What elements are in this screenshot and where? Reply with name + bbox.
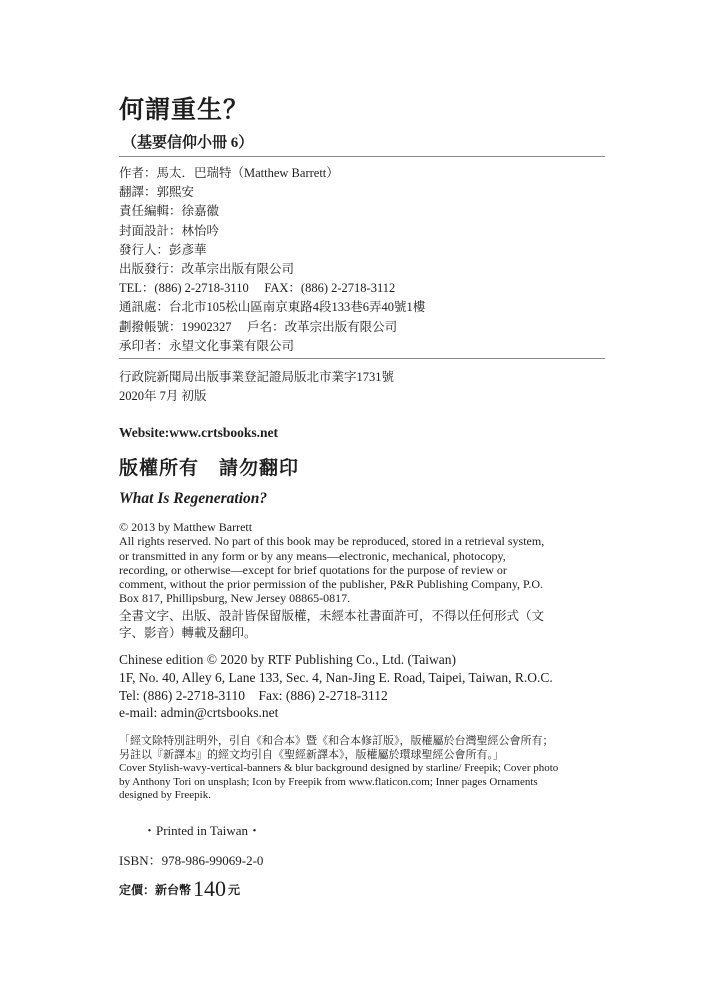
chinese-edition-block <box>119 651 553 722</box>
printed-in-taiwan: ・Printed in Taiwan・ <box>143 823 262 838</box>
credits-list <box>119 164 425 356</box>
price <box>119 876 240 902</box>
credit-cover-design: 封面設計：林怡吟 <box>119 223 220 238</box>
isbn: ISBN：978-986-99069-2-0 <box>119 853 264 868</box>
credit-address: 通訊處：台北市105松山區南京東路4段133巷6弄40號1樓 <box>119 300 426 315</box>
scripture-note-line: 另註以『新譯本』的經文均引自《聖經新譯本》，版權屬於環球聖經公會所有。」 <box>119 748 504 761</box>
credit-printer: 承印者：永望文化事業有限公司 <box>119 338 295 353</box>
copyright-line: All rights reserved. No part of this book may be reproduced, stored in a retrieval system, <box>119 534 545 549</box>
credit-postal-account: 劃撥帳號：19902327 戶名：改革宗出版有限公司 <box>119 319 398 334</box>
image-credit-line: by Anthony Tori on unsplash; Icon by Freepik from www.flaticon.com; Inner pages Ornaments <box>119 775 538 788</box>
series-subtitle: （基要信仰小冊 6） <box>122 135 254 151</box>
edition-line: Chinese edition © 2020 by RTF Publishing Co., Ltd. (Taiwan) <box>119 652 456 667</box>
book-title: 何謂重生？ <box>119 97 250 124</box>
credit-phone-fax: TEL：(886) 2-2718-3110 FAX：(886) 2-2718-3112 <box>119 281 396 296</box>
image-credit-line: designed by Freepik. <box>119 789 211 802</box>
rights-reserved-heading: 版權所有 請勿翻印 <box>119 458 300 479</box>
price-label: 定價：新台幣 <box>119 883 192 897</box>
credit-editor: 責任編輯：徐嘉徽 <box>119 204 220 219</box>
price-amount: 140 <box>193 876 227 901</box>
price-unit: 元 <box>228 883 241 897</box>
credit-translator: 翻譯：郭熙安 <box>119 185 195 200</box>
website: Website:www.crtsbooks.net <box>119 425 278 440</box>
original-copyright <box>119 520 599 606</box>
copyright-line: recording, or otherwise—except for brief quotations for the purpose of review or <box>119 562 507 577</box>
edition-date: 2020年 7月 初版 <box>119 388 207 403</box>
divider-top <box>119 156 605 157</box>
credit-publisher-person: 發行人：彭彥華 <box>119 242 207 257</box>
notice-line: 全書文字、出版、設計皆保留版權，未經本社書面許可，不得以任何形式（文 <box>119 609 545 623</box>
credit-publisher: 出版發行：改革宗出版有限公司 <box>119 261 295 276</box>
chinese-rights-notice <box>119 608 605 642</box>
scripture-and-image-credits <box>119 735 558 803</box>
copyright-line: © 2013 by Matthew Barrett <box>119 520 253 534</box>
copyright-line: or transmitted in any form or by any means—electronic, mechanical, photocopy, <box>119 548 506 563</box>
edition-phone: Tel: (886) 2-2718-3110 Fax: (886) 2-2718-3112 <box>119 687 388 703</box>
copyright-line: comment, without the prior permission of the publisher, P&R Publishing Company, P.O. <box>119 577 544 592</box>
credit-author: 作者：馬太．巴瑞特（Matthew Barrett） <box>119 166 339 180</box>
edition-email: e-mail: admin@crtsbooks.net <box>119 705 279 721</box>
original-title: What Is Regeneration? <box>119 490 268 507</box>
divider-middle <box>119 358 605 359</box>
notice-line: 字、影音）轉載及翻印。 <box>119 626 257 640</box>
registration-number: 行政院新聞局出版事業登記證局版北市業字1731號 <box>119 370 395 384</box>
registration-block <box>119 368 394 405</box>
edition-address: 1F, No. 40, Alley 6, Lane 133, Sec. 4, Nan-Jing E. Road, Taipei, Taiwan, R.O.C. <box>119 669 553 685</box>
copyright-line: Box 817, Phillipsburg, New Jersey 08865-0817. <box>119 591 351 606</box>
image-credit-line: Cover Stylish-wavy-vertical-banners & blur background designed by starline/ Freepik; Cover photo <box>119 762 559 775</box>
scripture-note-line: 「經文除特別註明外，引自《和合本》暨《和合本修訂版》，版權屬於台灣聖經公會所有； <box>119 735 554 747</box>
